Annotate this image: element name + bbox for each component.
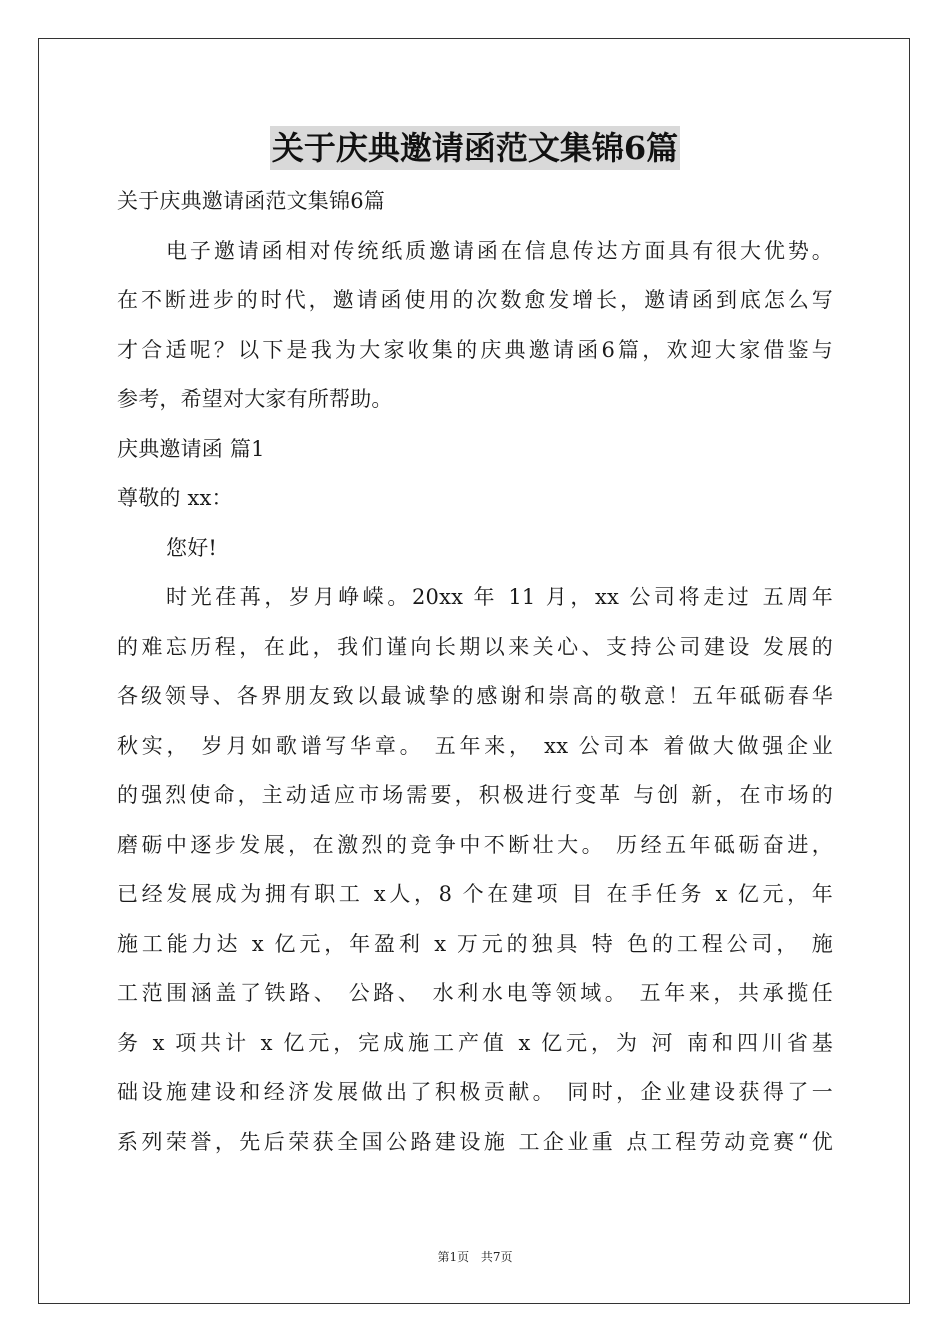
body-line: 磨砺中逐步发展，在激烈的竞争中不断壮大。 历经五年砥砺奋进， [117,832,833,857]
document-title: 关于庆典邀请函范文集锦6篇 [270,126,680,170]
body-line: 各级领导、各界朋友致以最诚挚的感谢和崇高的敬意！五年砥砺春华 [117,684,833,708]
body-line: 工范围涵盖了铁路、 公路、 水利水电等领域。 五年来，共承揽任 [117,981,833,1005]
title-wrap [0,126,950,170]
page-number: 第1页 [437,1250,470,1264]
section-heading: 庆典邀请函 篇1 [117,436,265,461]
body-line: 务 x 项共计 x 亿元，完成施工产值 x 亿元，为 河 南和四川省基 [117,1030,833,1055]
body-line: 的难忘历程，在此，我们谨向长期以来关心、支持公司建设 发展的 [117,634,833,659]
greeting: 您好! [166,535,218,560]
intro-line: 电子邀请函相对传统纸质邀请函在信息传达方面具有很大优势。 [166,238,833,263]
body-line: 施工能力达 x 亿元，年盈利 x 万元的独具 特 色的工程公司， 施 [117,931,833,956]
page-total: 共7页 [480,1250,513,1264]
body-line: 的强烈使命，主动适应市场需要，积极进行变革 与创 新，在市场的 [117,783,833,807]
intro-line: 在不断进步的时代，邀请函使用的次数愈发增长，邀请函到底怎么写 [117,288,833,312]
body-line: 时光荏苒，岁月峥嵘。20xx 年 11 月，xx 公司将走过 五周年 [166,585,833,609]
intro-line: 才合适呢？以下是我为大家收集的庆典邀请函6篇，欢迎大家借鉴与 [117,337,833,362]
document-body [117,177,833,1167]
body-line: 系列荣誉，先后荣获全国公路建设施 工企业重 点工程劳动竞赛“优 [117,1129,833,1154]
body-line: 已经发展成为拥有职工 x人，8 个在建项 目 在手任务 x 亿元，年 [117,882,833,906]
body-line: 秋实， 岁月如歌谱写华章。 五年来， xx 公司本 着做大做强企业 [117,733,833,758]
page-footer [0,1248,950,1265]
salutation: 尊敬的 xx： [117,486,233,510]
body-line: 础设施建设和经济发展做出了积极贡献。 同时，企业建设获得了一 [117,1080,833,1104]
document-subtitle: 关于庆典邀请函范文集锦6篇 [117,189,385,213]
intro-line: 参考，希望对大家有所帮助。 [117,387,393,411]
